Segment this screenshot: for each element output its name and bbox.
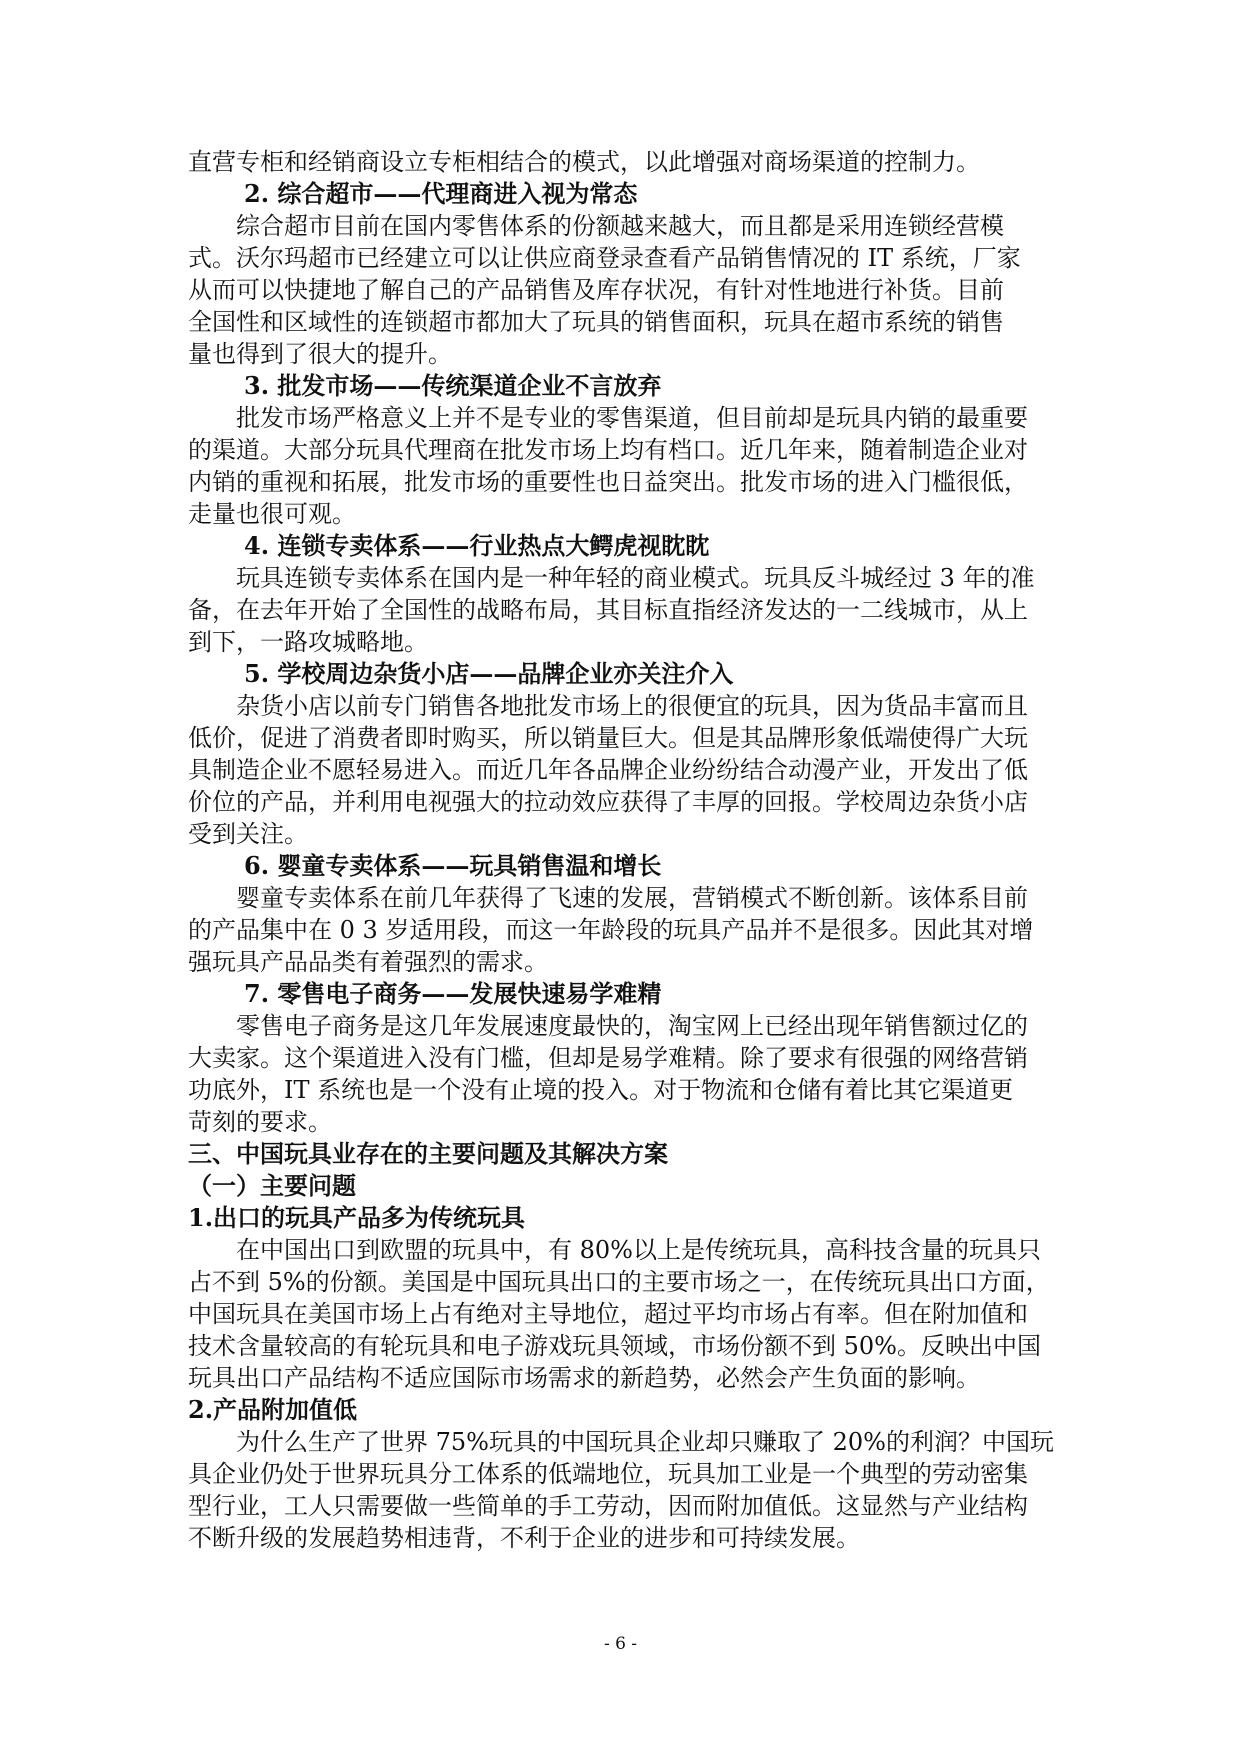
paragraph-line: 走量也很可观。 (188, 500, 356, 528)
paragraph-line: 技术含量较高的有轮玩具和电子游戏玩具领域，市场份额不到 50%。反映出中国 (188, 1332, 1041, 1360)
paragraph-first-line: 零售电子商务是这几年发展速度最快的，淘宝网上已经出现年销售额过亿的 (236, 1012, 1028, 1040)
section-heading: 三、中国玩具业存在的主要问题及其解决方案 (188, 1139, 668, 1168)
paragraph-line: 到下，一路攻城略地。 (188, 628, 428, 656)
paragraph-line: 量也得到了很大的提升。 (188, 340, 452, 368)
paragraph-line: 从而可以快捷地了解自己的产品销售及库存状况，有针对性地进行补货。目前 (188, 276, 1004, 304)
paragraph-first-line: 杂货小店以前专门销售各地批发市场上的很便宜的玩具，因为货品丰富而且 (236, 692, 1028, 720)
paragraph-line: 型行业，工人只需要做一些简单的手工劳动，因而附加值低。这显然与产业结构 (188, 1492, 1028, 1520)
paragraph-line: 玩具出口产品结构不适应国际市场需求的新趋势，必然会产生负面的影响。 (188, 1364, 980, 1392)
paragraph-line: 中国玩具在美国市场上占有绝对主导地位，超过平均市场占有率。但在附加值和 (188, 1300, 1028, 1328)
paragraph-line: 受到关注。 (188, 820, 308, 848)
paragraph-line: 大卖家。这个渠道进入没有门槛，但却是易学难精。除了要求有很强的网络营销 (188, 1044, 1028, 1072)
paragraph-line: 价位的产品，并利用电视强大的拉动效应获得了丰厚的回报。学校周边杂货小店 (188, 788, 1028, 816)
paragraph-line: 的产品集中在 0 3 岁适用段，而这一年龄段的玩具产品并不是很多。因此其对增 (188, 916, 1034, 944)
document-body (188, 146, 1060, 1554)
paragraph-line: 占不到 5%的份额。美国是中国玩具出口的主要市场之一，在传统玩具出口方面， (188, 1268, 1050, 1296)
section-subheading: 4. 连锁专卖体系——行业热点大鳄虎视眈眈 (244, 531, 710, 560)
section-subheading: 2. 综合超市——代理商进入视为常态 (244, 179, 638, 208)
section-heading: 1.出口的玩具产品多为传统玩具 (188, 1203, 526, 1232)
paragraph-first-line: 在中国出口到欧盟的玩具中，有 80%以上是传统玩具，高科技含量的玩具只 (236, 1236, 1041, 1264)
paragraph-line: 不断升级的发展趋势相违背，不利于企业的进步和可持续发展。 (188, 1524, 860, 1552)
paragraph-first-line: 综合超市目前在国内零售体系的份额越来越大，而且都是采用连锁经营模 (236, 212, 1004, 240)
paragraph-line: 具企业仍处于世界玩具分工体系的低端地位，玩具加工业是一个典型的劳动密集 (188, 1460, 1028, 1488)
paragraph-line: 强玩具产品品类有着强烈的需求。 (188, 948, 548, 976)
paragraph-line: 直营专柜和经销商设立专柜相结合的模式，以此增强对商场渠道的控制力。 (188, 148, 980, 176)
section-subheading: 7. 零售电子商务——发展快速易学难精 (244, 979, 662, 1008)
paragraph-line: 功底外，IT 系统也是一个没有止境的投入。对于物流和仓储有着比其它渠道更 (188, 1076, 1014, 1104)
section-heading: 2.产品附加值低 (188, 1395, 358, 1424)
paragraph-line: 苛刻的要求。 (188, 1108, 332, 1136)
paragraph-line: 的渠道。大部分玩具代理商在批发市场上均有档口。近几年来，随着制造企业对 (188, 436, 1028, 464)
paragraph-line: 备，在去年开始了全国性的战略布局，其目标直指经济发达的一二线城市，从上 (188, 596, 1028, 624)
paragraph-line: 具制造企业不愿轻易进入。而近几年各品牌企业纷纷结合动漫产业，开发出了低 (188, 756, 1028, 784)
paragraph-line: 低价，促进了消费者即时购买，所以销量巨大。但是其品牌形象低端使得广大玩 (188, 724, 1028, 752)
paragraph-line: 全国性和区域性的连锁超市都加大了玩具的销售面积，玩具在超市系统的销售 (188, 308, 1004, 336)
section-subheading: 5. 学校周边杂货小店——品牌企业亦关注介入 (244, 659, 734, 688)
section-subheading: 6. 婴童专卖体系——玩具销售温和增长 (244, 851, 662, 880)
page-number: - 6 - (603, 1634, 638, 1654)
paragraph-line: 内销的重视和拓展，批发市场的重要性也日益突出。批发市场的进入门槛很低， (188, 468, 1028, 496)
paragraph-first-line: 婴童专卖体系在前几年获得了飞速的发展，营销模式不断创新。该体系目前 (236, 884, 1028, 912)
paragraph-first-line: 批发市场严格意义上并不是专业的零售渠道，但目前却是玩具内销的最重要 (236, 404, 1028, 432)
section-heading: （一）主要问题 (188, 1171, 356, 1200)
paragraph-first-line: 玩具连锁专卖体系在国内是一种年轻的商业模式。玩具反斗城经过 3 年的准 (236, 564, 1035, 592)
paragraph-line: 式。沃尔玛超市已经建立可以让供应商登录查看产品销售情况的 IT 系统，厂家 (188, 244, 1021, 272)
section-subheading: 3. 批发市场——传统渠道企业不言放弃 (244, 371, 662, 400)
paragraph-first-line: 为什么生产了世界 75%玩具的中国玩具企业却只赚取了 20%的利润？中国玩 (236, 1428, 1054, 1456)
